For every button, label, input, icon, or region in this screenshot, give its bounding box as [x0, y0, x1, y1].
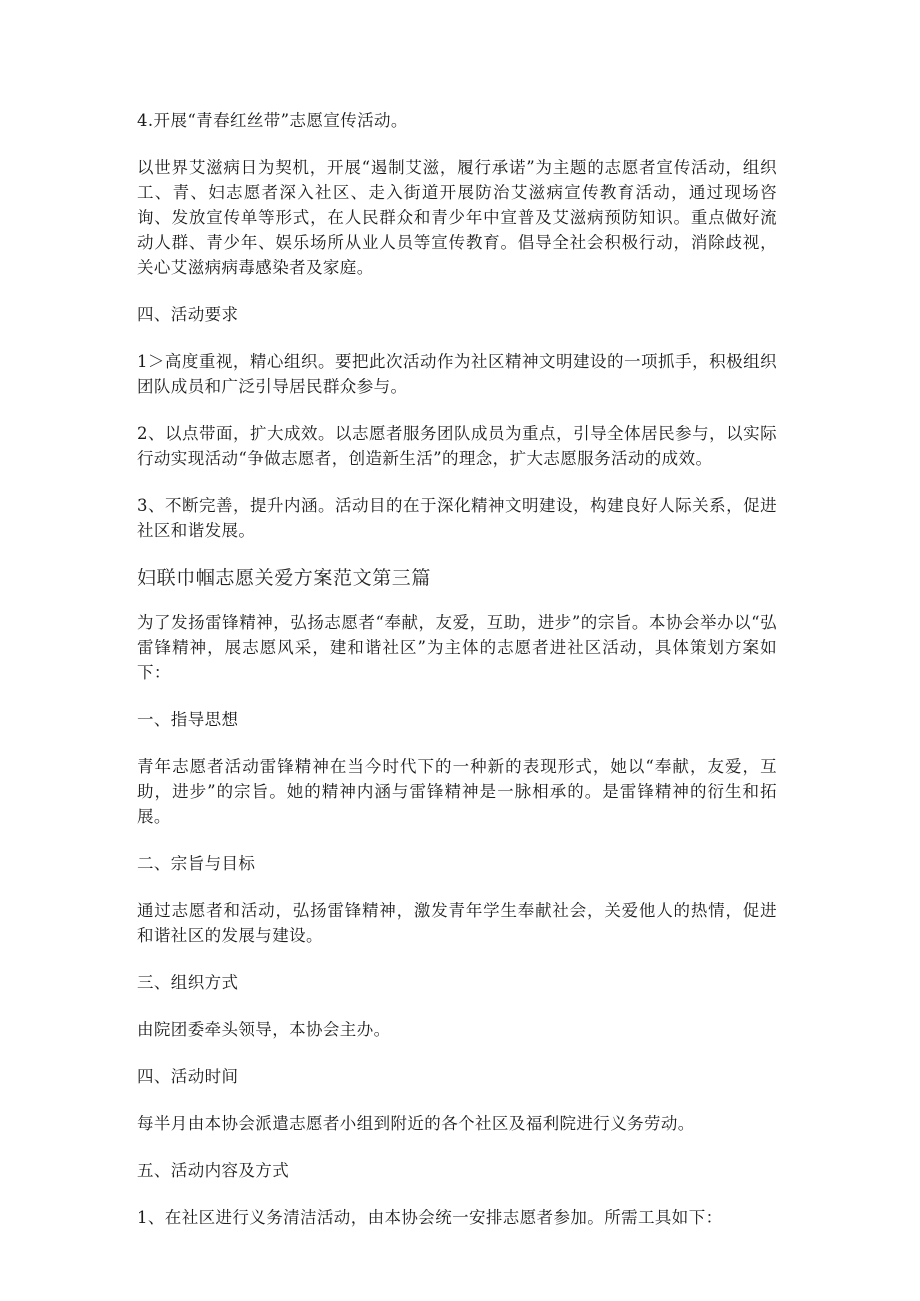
paragraph-aids-campaign: 以世界艾滋病日为契机，开展“遏制艾滋，履行承诺”为主题的志愿者宣传活动，组织工、青、妇志愿者深入社区、走入街道开展防治艾滋病宣传教育活动，通过现场咨询、发放宣传单等形式，在人民群众和青少年中宣普及艾滋病预防知识。重点做好流动人群、青少年、娱乐场所从业人员等宣传教育。倡导全社会积极行动，消除歧视，关心艾滋病病毒感染者及家庭。	[137, 158, 777, 277]
heading-activity-content: 五、活动内容及方式	[137, 1161, 290, 1180]
paragraph-activity-4: 4.开展“青春红丝带”志愿宣传活动。	[137, 111, 408, 130]
paragraph-guiding-idea: 青年志愿者活动雷锋精神在当今时代下的一种新的表现形式，她以“奉献，友爱，互助，进步”的宗旨。她的精神内涵与雷锋精神是一脉相承的。是雷锋精神的衍生和拓展。	[137, 757, 777, 826]
heading-activity-time: 四、活动时间	[137, 1067, 239, 1086]
heading-organization: 三、组织方式	[137, 973, 239, 992]
paragraph-requirement-3: 3、不断完善，提升内涵。活动目的在于深化精神文明建设，构建良好人际关系，促进社区和谐发展。	[137, 496, 777, 540]
document-page	[137, 108, 777, 1252]
section-title: 妇联巾帼志愿关爱方案范文第三篇	[137, 567, 432, 589]
heading-purpose-goals: 二、宗旨与目标	[137, 854, 256, 873]
paragraph-activity-content-1: 1、在社区进行义务清洁活动，由本协会统一安排志愿者参加。所需工具如下：	[137, 1208, 723, 1227]
paragraph-requirement-1: 1＞高度重视，精心组织。要把此次活动作为社区精神文明建设的一项抓手，积极组织团队成员和广泛引导居民群众参与。	[137, 352, 777, 396]
paragraph-purpose-goals: 通过志愿者和活动，弘扬雷锋精神，激发青年学生奉献社会，关爱他人的热情，促进和谐社区的发展与建设。	[137, 901, 777, 945]
paragraph-requirement-2: 2、以点带面，扩大成效。以志愿者服务团队成员为重点，引导全体居民参与，以实际行动实现活动“争做志愿者，创造新生活”的理念，扩大志愿服务活动的成效。	[137, 424, 777, 468]
paragraph-activity-time: 每半月由本协会派遣志愿者小组到附近的各个社区及福利院进行义务劳动。	[137, 1114, 695, 1133]
paragraph-organization: 由院团委牵头领导，本协会主办。	[137, 1020, 391, 1039]
heading-activity-requirements: 四、活动要求	[137, 305, 239, 324]
heading-guiding-idea: 一、指导思想	[137, 710, 239, 729]
paragraph-intro: 为了发扬雷锋精神，弘扬志愿者“奉献，友爱，互助，进步”的宗旨。本协会举办以“弘雷锋精神，展志愿风采，建和谐社区”为主体的志愿者进社区活动，具体策划方案如下：	[137, 613, 777, 682]
